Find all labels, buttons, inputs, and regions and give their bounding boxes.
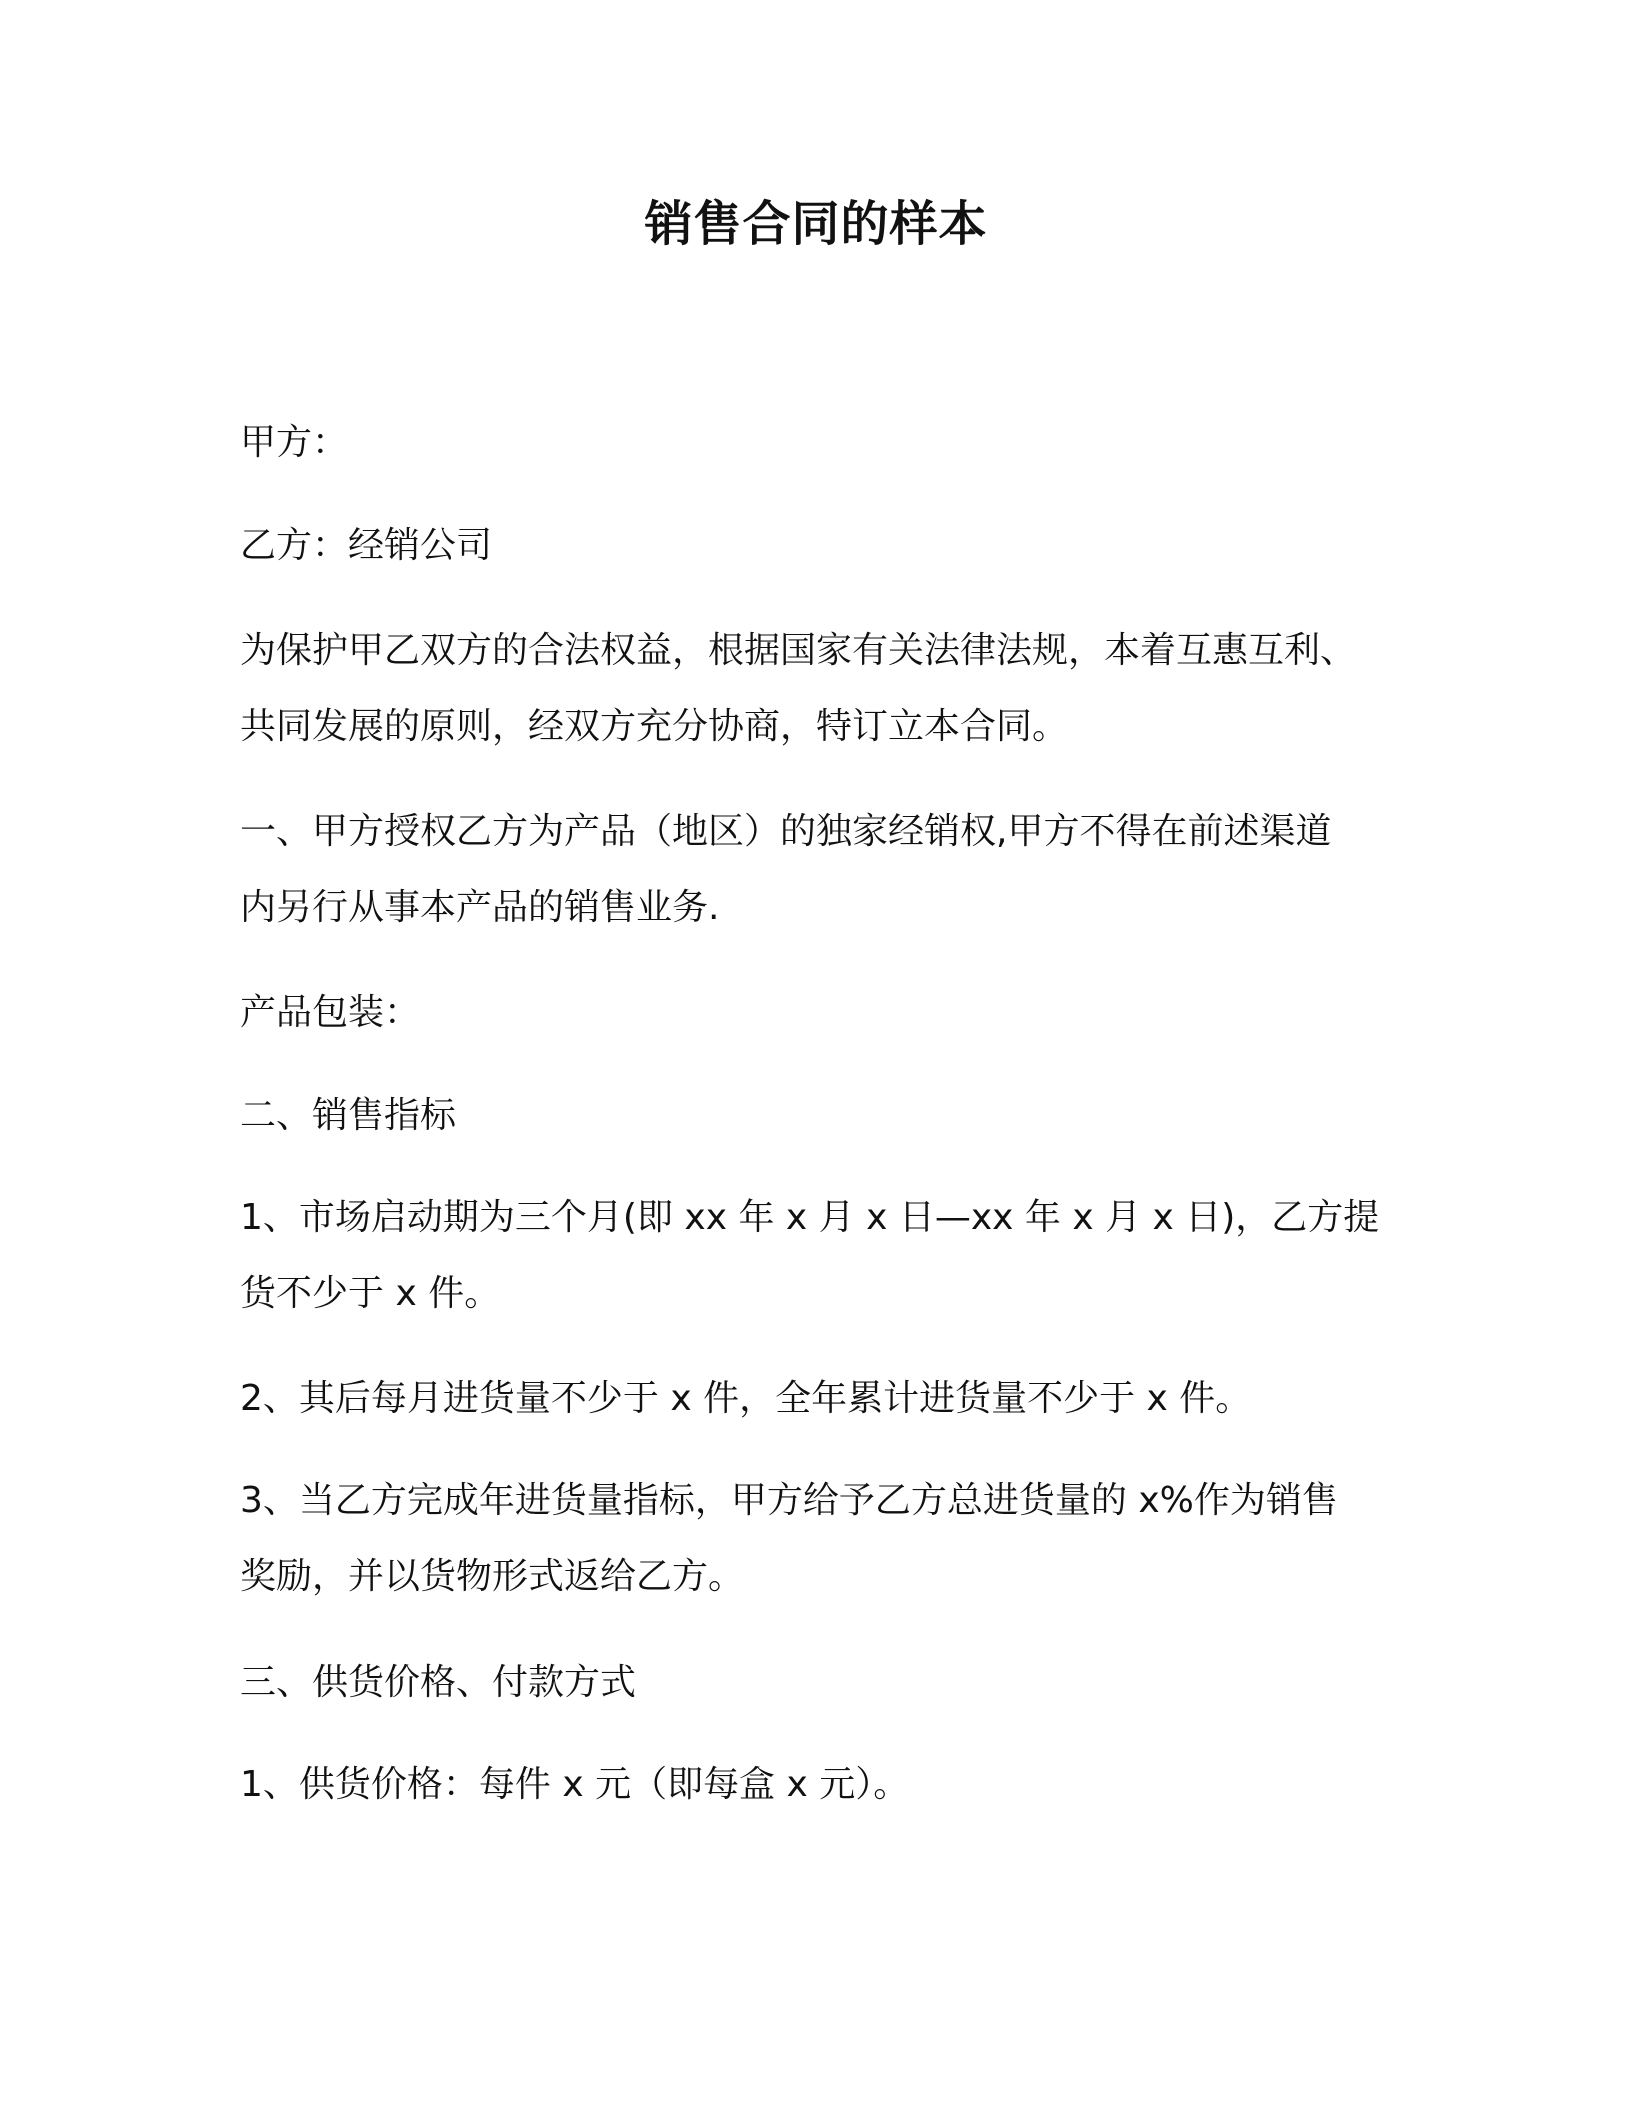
section-heading-sales-targets — [240, 1078, 1390, 1154]
document-title: 销售合同的样本 — [644, 196, 988, 252]
text-line: 奖励，并以货物形式返给乙方。 — [240, 1556, 745, 1597]
paragraph-party-b — [240, 508, 1390, 584]
text-line: 一、甲方授权乙方为产品（地区）的独家经销权,甲方不得在前述渠道 — [240, 811, 1332, 852]
text-line: 货不少于 x 件。 — [240, 1273, 501, 1314]
text-line: 1、市场启动期为三个月(即 xx 年 x 月 x 日—xx 年 x 月 x 日)，乙方提 — [240, 1197, 1380, 1238]
text-line: 3、当乙方完成年进货量指标，甲方给予乙方总进货量的 x%作为销售 — [240, 1480, 1338, 1521]
paragraph-pricing-1 — [240, 1747, 1390, 1823]
paragraph-party-a — [240, 405, 1390, 481]
paragraph-packaging — [240, 975, 1390, 1051]
paragraph-preamble — [240, 613, 1390, 765]
text-line: 为保护甲乙双方的合法权益，根据国家有关法律法规，本着互惠互利、 — [240, 630, 1357, 671]
text-line: 产品包装： — [240, 992, 421, 1033]
text-line: 1、供货价格：每件 x 元（即每盒 x 元）。 — [240, 1764, 910, 1805]
text-line: 2、其后每月进货量不少于 x 件，全年累计进货量不少于 x 件。 — [240, 1378, 1252, 1419]
text-line: 二、销售指标 — [240, 1095, 457, 1136]
paragraph-target-1 — [240, 1180, 1390, 1332]
text-line: 甲方： — [240, 422, 349, 463]
text-line: 三、供货价格、付款方式 — [240, 1662, 637, 1703]
paragraph-target-3 — [240, 1463, 1390, 1615]
paragraph-clause-1 — [240, 794, 1390, 946]
text-line: 内另行从事本产品的销售业务. — [240, 887, 720, 928]
text-line: 乙方：经销公司 — [240, 525, 493, 566]
text-line: 共同发展的原则，经双方充分协商，特订立本合同。 — [240, 706, 1069, 747]
section-heading-pricing-payment — [240, 1645, 1390, 1721]
paragraph-target-2 — [240, 1361, 1390, 1437]
